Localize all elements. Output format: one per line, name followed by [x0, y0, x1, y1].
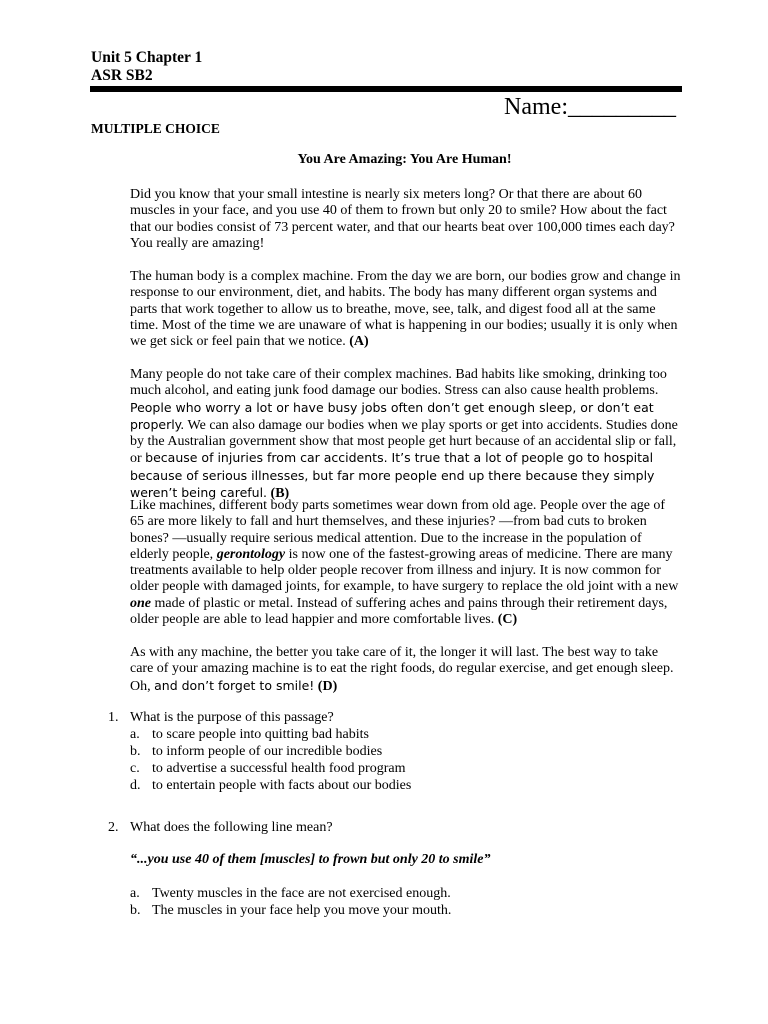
list-item — [130, 760, 405, 777]
paragraph-3-text-a: Many people do not take care of their complex machines. Bad habits like smoking, drinking too much alcohol, and eating junk food damage our bodies. Stress can also cause health problems. — [130, 367, 667, 399]
list-item — [130, 726, 369, 743]
paragraph-2 — [130, 269, 682, 350]
paragraph-marker-a: (A) — [349, 334, 369, 350]
paragraph-4-text-b: is now one of the fastest-growing areas of medicine. There are many treatments available to help older people recover from illness and injury. It is now common for older people with damaged joints, for example, to have surgery to replace the old joint with a new — [130, 546, 679, 595]
paragraph-4-text-c: made of plastic or metal. Instead of suffering aches and pains through their retirement days, older people are able to lead happier and more comfortable lives. — [130, 595, 668, 628]
paragraph-4-term: gerontology — [216, 546, 286, 562]
option-letter: c. — [130, 761, 140, 776]
paragraph-3-text-b: People who worry a lot or have busy jobs often don’t get enough sleep, or don’t eat properly. — [130, 399, 654, 432]
option-letter: a. — [130, 727, 140, 742]
book-label: ASR SB2 — [91, 67, 153, 84]
paragraph-3-text-c: We can also damage our bodies when we play sports or get into accidents. Studies done by the Australian government show that most people get hurt because of an accidental slip or fall, or — [130, 417, 678, 467]
list-item — [130, 902, 451, 919]
paragraph-5-text-a: As with any machine, the better you take care of it, the longer it will last. The best way to take care of your amazing machine is to eat the right foods, do regular exercise, and get enough sleep. Oh, — [130, 645, 674, 694]
option-text: to advertise a successful health food program — [152, 761, 406, 776]
option-letter: b. — [130, 903, 141, 918]
question-number: 1. — [108, 710, 119, 725]
header-divider — [90, 86, 682, 92]
section-label: MULTIPLE CHOICE — [91, 121, 220, 136]
question-2 — [108, 819, 333, 836]
passage-title: You Are Amazing: You Are Human! — [297, 152, 512, 167]
question-text: What is the purpose of this passage? — [130, 710, 334, 725]
unit-label: Unit 5 Chapter 1 — [91, 49, 203, 66]
option-text: Twenty muscles in the face are not exercised enough. — [152, 886, 451, 901]
name-field-label: Name:_________ — [504, 94, 676, 120]
paragraph-marker-b: (B) — [270, 486, 290, 502]
paragraph-4-text-a: Like machines, different body parts sometimes wear down from old age. People over the age of 65 are more likely to fall and hurt themselves, and these injuries? —from bad cuts to broken bones? —usually require serious medical attention. Due to the increase in the population of elderly people, — [130, 498, 666, 562]
list-item — [130, 743, 382, 760]
question-1 — [108, 709, 334, 726]
paragraph-1: Did you know that your small intestine is nearly six meters long? Or that there are about 60 muscles in your face, and you use 40 of them to frown but only 20 to smile? How about the fact that our bodies consist of 73 percent water, and that our hearts beat over 100,000 times each day? You really are amazing! — [130, 187, 675, 251]
option-text: to entertain people with facts about our bodies — [152, 778, 412, 793]
paragraph-3 — [130, 367, 682, 502]
paragraph-2-text: The human body is a complex machine. From the day we are born, our bodies grow and change in response to our environment, diet, and habits. The body has many different organ systems and parts that work together to allow us to breathe, move, see, talk, and digest food all at the same time. Most of the time we are unaware of what is happening in our bodies; usually it is only when we get sick or feel pain that we notice. — [130, 269, 681, 350]
paragraph-4 — [130, 498, 682, 628]
list-item — [130, 777, 411, 794]
option-text: The muscles in your face help you move your mouth. — [152, 903, 452, 918]
paragraph-5 — [130, 645, 682, 695]
option-text: to inform people of our incredible bodies — [152, 744, 383, 759]
question-number: 2. — [108, 820, 119, 835]
paragraph-3-text-d: because of injuries from car accidents. It’s true that a lot of people go to hospital because of serious illnesses, but far more people end up there because they simply weren’t being careful. — [130, 450, 655, 501]
question-quote: “...you use 40 of them [muscles] to frown but only 20 to smile” — [130, 852, 491, 867]
question-text: What does the following line mean? — [130, 820, 333, 835]
option-letter: b. — [130, 744, 141, 759]
paragraph-marker-d: (D) — [317, 678, 338, 694]
list-item — [130, 885, 451, 902]
option-letter: a. — [130, 886, 140, 901]
option-letter: d. — [130, 778, 141, 793]
paragraph-4-one: one — [130, 595, 151, 611]
paragraph-5-text-b: and don’t forget to smile! — [154, 677, 315, 693]
paragraph-marker-c: (C) — [497, 612, 518, 628]
option-text: to scare people into quitting bad habits — [152, 727, 369, 742]
